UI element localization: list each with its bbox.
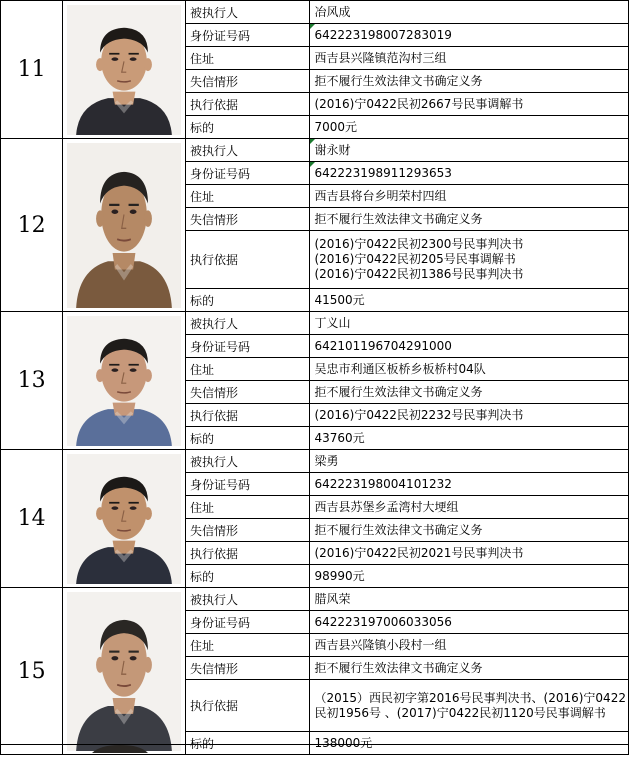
subject-value: 41500元: [310, 289, 629, 312]
id-number-label: 身份证号码: [185, 473, 309, 496]
cell-marker: [310, 162, 315, 167]
name-value: 谢永财: [310, 139, 629, 162]
table-row: [1, 1, 629, 24]
id-number-label: 身份证号码: [185, 611, 309, 634]
basis-label: 执行依据: [185, 231, 309, 289]
table-row: [1, 139, 629, 162]
id-number-value: 642223197006033056: [310, 611, 629, 634]
situation-value: 拒不履行生效法律文书确定义务: [310, 208, 629, 231]
name-value: 丁义山: [310, 312, 629, 335]
next-record-partial: [0, 738, 629, 747]
situation-label: 失信情形: [185, 208, 309, 231]
basis-line: (2016)宁0422民初2232号民事判决书: [314, 407, 524, 422]
photo-cell: [63, 312, 186, 450]
subject-value: 138000元: [310, 732, 629, 755]
basis-value: [310, 680, 629, 732]
table-row: [1, 450, 629, 473]
situation-value: 拒不履行生效法律文书确定义务: [310, 519, 629, 542]
id-number-value: 642223198007283019: [310, 24, 629, 47]
photo-cell: [63, 1, 186, 139]
basis-value: [310, 231, 629, 289]
portrait-photo: [67, 316, 181, 446]
id-number-label: 身份证号码: [185, 335, 309, 358]
situation-label: 失信情形: [185, 381, 309, 404]
basis-line: (2016)宁0422民初2021号民事判决书: [314, 545, 524, 560]
photo-cell: [63, 450, 186, 588]
situation-value: 拒不履行生效法律文书确定义务: [310, 657, 629, 680]
address-value: 西吉县将台乡明荣村四组: [310, 185, 629, 208]
basis-label: 执行依据: [185, 93, 309, 116]
situation-label: 失信情形: [185, 657, 309, 680]
table-row: [1, 588, 629, 611]
name-value: 冶风成: [310, 1, 629, 24]
address-value: 吴忠市利通区板桥乡板桥村04队: [310, 358, 629, 381]
name-label: 被执行人: [185, 588, 309, 611]
address-label: 住址: [185, 47, 309, 70]
address-value: 西吉县苏堡乡孟湾村大埂组: [310, 496, 629, 519]
cell-marker: [310, 24, 315, 29]
subject-value: 98990元: [310, 565, 629, 588]
basis-value: [310, 93, 629, 116]
address-label: 住址: [185, 185, 309, 208]
id-number-label: 身份证号码: [185, 24, 309, 47]
address-label: 住址: [185, 496, 309, 519]
basis-label: 执行依据: [185, 404, 309, 427]
portrait-photo: [67, 143, 181, 308]
photo-cell: [63, 588, 186, 755]
name-value: 腊风荣: [310, 588, 629, 611]
basis-line: （2015）西民初字第2016号民事判决书、(2016)宁0422民初1956号 、(2017)宁0422民初1120号民事调解书: [314, 690, 626, 720]
next-row-edge: [0, 744, 629, 753]
id-number-value: 642101196704291000: [310, 335, 629, 358]
basis-line: (2016)宁0422民初1386号民事判决书: [314, 267, 524, 281]
subject-label: 标的: [185, 289, 309, 312]
situation-label: 失信情形: [185, 70, 309, 93]
address-value: 西吉县兴隆镇范沟村三组: [310, 47, 629, 70]
basis-value: [310, 542, 629, 565]
situation-value: 拒不履行生效法律文书确定义务: [310, 381, 629, 404]
id-number-value: 642223198004101232: [310, 473, 629, 496]
basis-label: 执行依据: [185, 542, 309, 565]
cell-marker: [310, 139, 315, 144]
subject-label: 标的: [185, 427, 309, 450]
basis-label: 执行依据: [185, 680, 309, 732]
name-label: 被执行人: [185, 450, 309, 473]
address-label: 住址: [185, 358, 309, 381]
subject-label: 标的: [185, 565, 309, 588]
basis-line: (2016)宁0422民初2300号民事判决书: [314, 237, 524, 251]
record-number: 14: [1, 450, 63, 588]
id-number-value: 642223198911293653: [310, 162, 629, 185]
subject-value: 43760元: [310, 427, 629, 450]
name-value: 梁勇: [310, 450, 629, 473]
portrait-photo: [67, 592, 181, 751]
table-row: [1, 312, 629, 335]
situation-value: 拒不履行生效法律文书确定义务: [310, 70, 629, 93]
basis-line: (2016)宁0422民初2667号民事调解书: [314, 96, 524, 111]
subject-label: 标的: [185, 732, 309, 755]
subject-value: 7000元: [310, 116, 629, 139]
basis-line: (2016)宁0422民初205号民事调解书: [314, 252, 516, 266]
record-number: 12: [1, 139, 63, 312]
subject-label: 标的: [185, 116, 309, 139]
photo-cell: [63, 139, 186, 312]
record-number: 15: [1, 588, 63, 755]
portrait-photo: [67, 5, 181, 135]
name-label: 被执行人: [185, 1, 309, 24]
address-value: 西吉县兴隆镇小段村一组: [310, 634, 629, 657]
name-label: 被执行人: [185, 312, 309, 335]
situation-label: 失信情形: [185, 519, 309, 542]
record-number: 11: [1, 1, 63, 139]
name-label: 被执行人: [185, 139, 309, 162]
basis-value: [310, 404, 629, 427]
address-label: 住址: [185, 634, 309, 657]
portrait-photo: [67, 454, 181, 584]
id-number-label: 身份证号码: [185, 162, 309, 185]
record-number: 13: [1, 312, 63, 450]
